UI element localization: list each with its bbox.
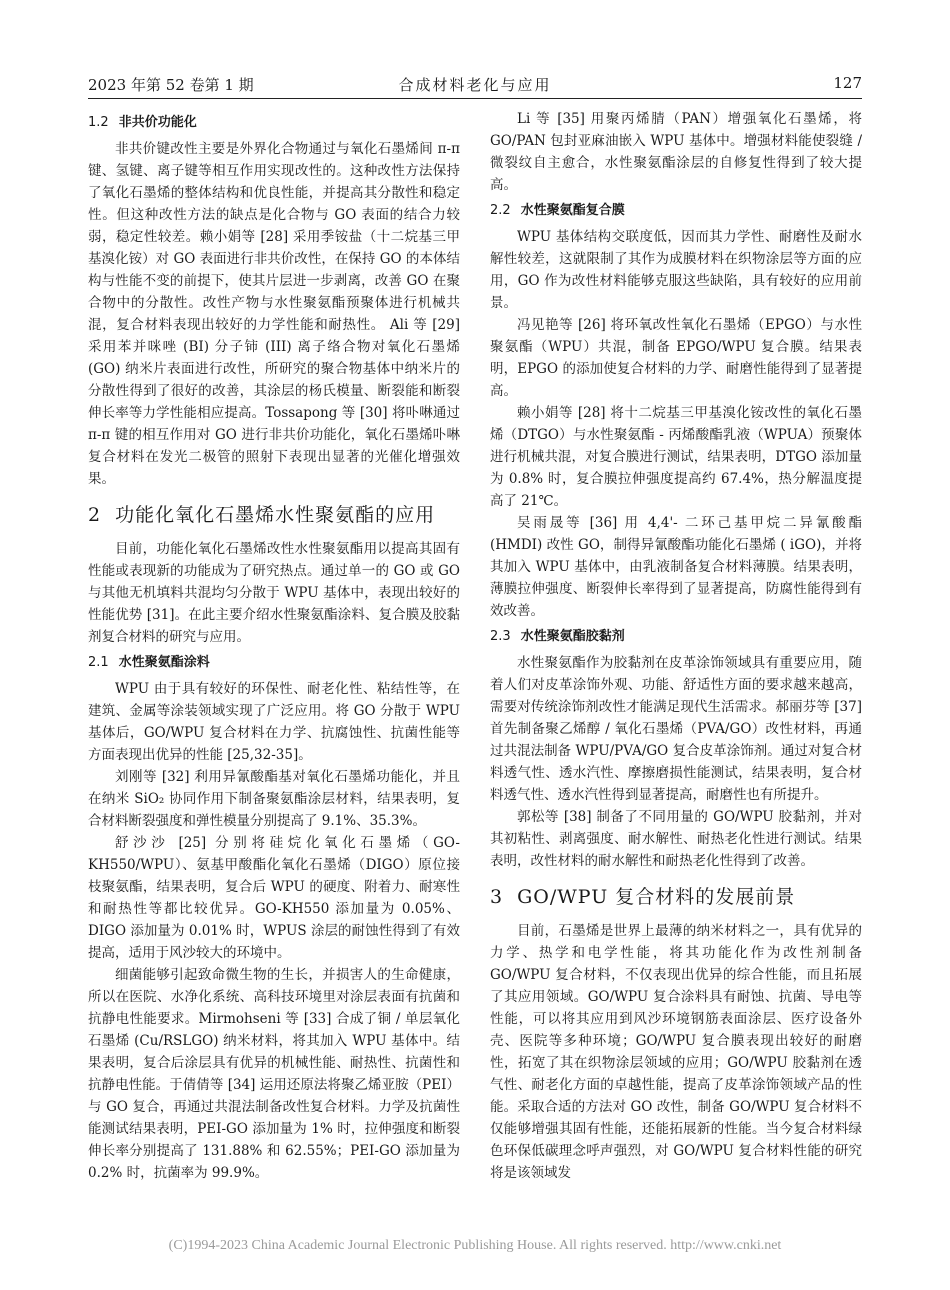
paragraph: 舒沙沙 [25] 分别将硅烷化氧化石墨烯（GO-KH550/WPU）、氨基甲酸酯化氧化石墨烯（DIGO）原位接枝聚氨酯，结果表明，复合后 WPU 的硬度、附着力、耐寒性和耐热性等都比较优异。GO-KH550 添加量为 0.05%、DIGO 添加量为 0.01% 时，WPUS 涂层的耐蚀性得到了有效提高，适用于风沙较大的环境中。 (88, 835, 460, 961)
left-column (88, 108, 460, 1184)
page-number: 127 (833, 74, 862, 92)
journal-title: 合成材料老化与应用 (398, 76, 552, 94)
section-heading-2-1: 2.1 水性聚氨酯涂料 (88, 655, 210, 670)
paragraph: 郭松等 [38] 制备了不同用量的 GO/WPU 胶黏剂，并对其初粘性、剥离强度、耐水解性、耐热老化性进行测试。结果表明，改性材料的耐水解性和耐热老化性得到了改善。 (490, 809, 862, 869)
paragraph: 非共价键改性主要是外界化合物通过与氧化石墨烯间 π-π 键、氢键、离子键等相互作用实现改性的。这种改性方法保持了氧化石墨烯的整体结构和优良性能，并提高其分散性和稳定性。但这种改性方法的缺点是化合物与 GO 表面的结合力较弱，稳定性较差。赖小娟等 [28] 采用季铵盐（十二烷基三甲基溴化铵）对 GO 表面进行非共价改性，在保持 GO 的本体结构与性能不变的前提下，使其片层进一步剥离，改善 GO 在聚合物中的分散性。改性产物与水性聚氨酯预聚体进行机械共混，复合材料表现出较好的力学性能和耐热性。 Ali 等 [29] 采用苯并咪唑 (BI) 分子铈 (III) 离子络合物对氧化石墨烯 (GO) 纳米片表面进行改性，所研究的聚合物基体中纳米片的分散性得到了很好的改善，其涂层的杨氏模量、断裂能和断裂伸长率等力学性能相应提高。Tossapong 等 [30] 将卟啉通过 π-π 键的相互作用对 GO 进行非共价功能化，氧化石墨烯卟啉复合材料在发光二极管的照射下表现出显著的光催化增强效果。 (88, 141, 460, 487)
paragraph: WPU 由于具有较好的环保性、耐老化性、粘结性等，在建筑、金属等涂装领域实现了广泛应用。将 GO 分散于 WPU 基体后，GO/WPU 复合材料在力学、抗腐蚀性、抗菌性能等方面表现出优异的性能 [25,32-35]。 (88, 681, 460, 763)
paragraph: 目前，功能化氧化石墨烯改性水性聚氨酯用以提高其固有性能或表现新的功能成为了研究热点。通过单一的 GO 或 GO 与其他无机填料共混均匀分散于 WPU 基体中，表现出较好的性能优势 [31]。在此主要介绍水性聚氨酯涂料、复合膜及胶黏剂复合材料的研究与应用。 (88, 541, 460, 645)
section-heading-2: 2 功能化氧化石墨烯水性聚氨酯的应用 (88, 504, 436, 526)
paragraph: 冯见艳等 [26] 将环氧改性氧化石墨烯（EPGO）与水性聚氨酯（WPU）共混，制备 EPGO/WPU 复合膜。结果表明，EPGO 的添加使复合材料的力学、耐磨性能得到了显著提高。 (490, 317, 862, 399)
paragraph: 细菌能够引起致命微生物的生长，并损害人的生命健康，所以在医院、水净化系统、高科技环境里对涂层表面有抗菌和抗静电性能要求。Mirmohseni 等 [33] 合成了铜 / 单层氧化石墨烯 (Cu/RSLGO) 纳米材料，将其加入 WPU 基体中。结果表明，复合后涂层具有优异的机械性能、耐热性、抗菌性和抗静电性能。于倩倩等 [34] 运用还原法将聚乙烯亚胺（PEI）与 GO 复合，再通过共混法制备改性复合材料。力学及抗菌性能测试结果表明，PEI-GO 添加量为 1% 时，拉伸强度和断裂伸长率分别提高了 131.88% 和 62.55%；PEI-GO 添加量为 0.2% 时，抗菌率为 99.9%。 (88, 967, 460, 1181)
paragraph: 赖小娟等 [28] 将十二烷基三甲基溴化铵改性的氧化石墨烯（DTGO）与水性聚氨酯 - 丙烯酸酯乳液（WPUA）预聚体进行机械共混，对复合膜进行测试，结果表明，DTGO 添加量为 0.8% 时，复合膜拉伸强度提高约 67.4%，热分解温度提高了 21℃。 (490, 405, 862, 509)
section-heading-1-2: 1.2 非共价功能化 (88, 115, 197, 130)
running-header (88, 72, 862, 99)
section-heading-2-2: 2.2 水性聚氨酯复合膜 (490, 203, 625, 218)
issue-info: 2023 年第 52 卷第 1 期 (88, 76, 254, 94)
copyright-footer: (C)1994-2023 China Academic Journal Electronic Publishing House. All rights reserved. http://www.cnki.net (168, 1238, 782, 1253)
paragraph: 目前，石墨烯是世界上最薄的纳米材料之一，具有优异的力学、热学和电学性能，将其功能化作为改性剂制备 GO/WPU 复合材料，不仅表现出优异的综合性能，而且拓展了其应用领域。GO/WPU 复合涂料具有耐蚀、抗菌、导电等性能，可以将其应用到风沙环境钢筋表面涂层、医疗设备外壳、医院等多种环境；GO/WPU 复合膜表现出较好的耐磨性，拓宽了其在织物涂层领域的应用；GO/WPU 胶黏剂在透气性、耐老化方面的卓越性能，提高了皮革涂饰领域产品的性能。采取合适的方法对 GO 改性，制备 GO/WPU 复合材料不仅能够增强其固有性能，还能拓展新的性能。当今复合材料绿色环保低碳理念呼声强烈，对 GO/WPU 复合材料性能的研究将是该领域发 (490, 923, 862, 1181)
section-heading-2-3: 2.3 水性聚氨酯胶黏剂 (490, 629, 625, 644)
paragraph: 吴雨晟等 [36] 用 4,4'- 二环己基甲烷二异氰酸酯 (HMDI) 改性 GO，制得异氰酸酯功能化石墨烯 ( iGO)，并将其加入 WPU 基体中，由乳液制备复合材料薄膜。结果表明，薄膜拉伸强度、断裂伸长率得到了显著提高，防腐性能得到有效改善。 (490, 515, 862, 619)
paragraph: 刘刚等 [32] 利用异氰酸酯基对氧化石墨烯功能化，并且在纳米 SiO₂ 协同作用下制备聚氨酯涂层材料，结果表明，复合材料断裂强度和弹性模量分别提高了 9.1%、35.3%。 (88, 769, 460, 829)
right-column (490, 108, 862, 1184)
section-heading-3: 3 GO/WPU 复合材料的发展前景 (490, 886, 796, 908)
paragraph: WPU 基体结构交联度低，因而其力学性、耐磨性及耐水解性较差，这就限制了其作为成膜材料在织物涂层等方面的应用，GO 作为改性材料能够克服这些缺陷，具有较好的应用前景。 (490, 229, 862, 311)
paragraph: Li 等 [35] 用聚丙烯腈（PAN）增强氧化石墨烯，将 GO/PAN 包封亚麻油嵌入 WPU 基体中。增强材料能使裂缝 / 微裂纹自主愈合，水性聚氨酯涂层的自修复性得到了较大提高。 (490, 111, 862, 193)
paragraph: 水性聚氨酯作为胶黏剂在皮革涂饰领域具有重要应用，随着人们对皮革涂饰外观、功能、舒适性方面的要求越来越高，需要对传统涂饰剂改性才能满足现代生活需求。郝丽芬等 [37] 首先制备聚乙烯醇 / 氧化石墨烯（PVA/GO）改性材料，再通过共混法制备 WPU/PVA/GO 复合皮革涂饰剂。通过对复合材料透气性、透水汽性、摩擦磨损性能测试，结果表明，复合材料透气性、透水汽性得到显著提高，耐磨性也有所提升。 (490, 655, 862, 803)
